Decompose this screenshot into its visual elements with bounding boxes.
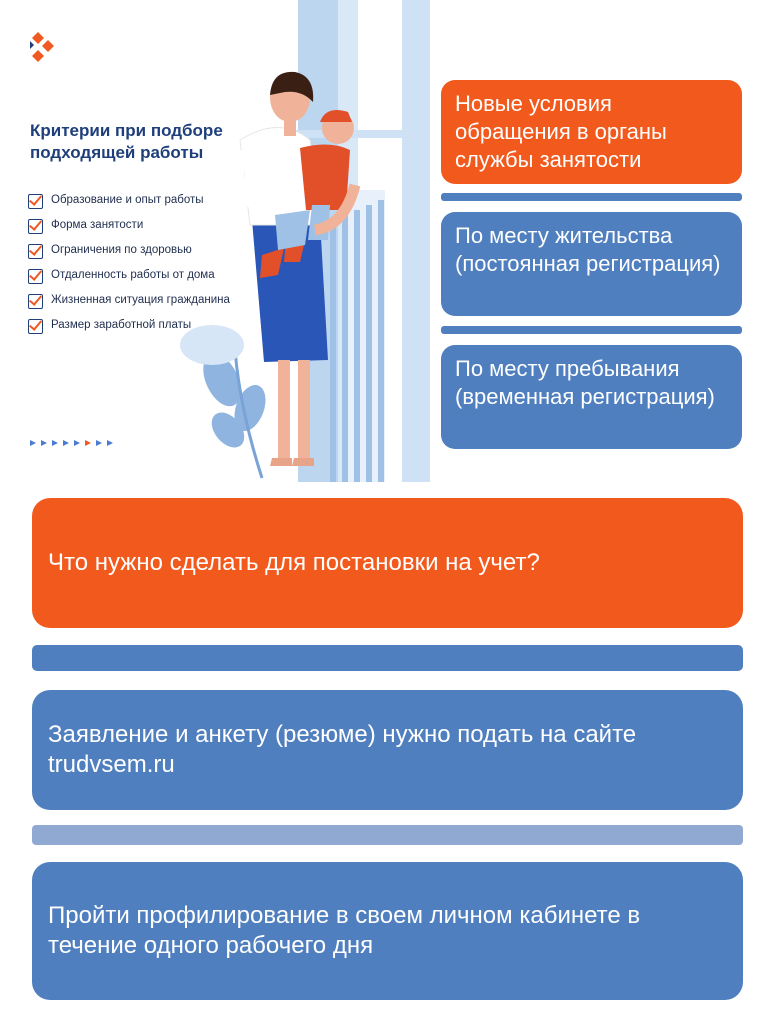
checkbox-icon [28, 194, 43, 209]
criteria-poster [0, 0, 430, 482]
mother-and-child-illustration [180, 0, 430, 482]
question-text: Что нужно сделать для постановки на учет? [48, 549, 540, 576]
stay-card [441, 345, 742, 449]
checkbox-icon [28, 294, 43, 309]
criteria-item: Жизненная ситуация гражданина [28, 293, 238, 309]
poster-title: Критерии при подборе подходящей работы [30, 121, 223, 162]
criteria-item: Образование и опыт работы [28, 193, 238, 209]
criteria-item: Форма занятости [28, 218, 238, 234]
application-text: Заявление и анкету (резюме) нужно подать на сайте trudvsem.ru [48, 721, 637, 778]
profiling-block [32, 862, 743, 1000]
arrow-decoration [30, 440, 113, 446]
residence-text: По месту жительства (постоянная регистрация) [455, 223, 721, 276]
criteria-item: Отдаленность работы от дома [28, 268, 238, 284]
stay-text: По месту пребывания (временная регистрация) [455, 356, 715, 409]
divider [441, 193, 742, 201]
checkbox-icon [28, 244, 43, 259]
logo-icon [28, 30, 62, 64]
residence-card [441, 212, 742, 316]
profiling-text: Пройти профилирование в своем личном кабинете в течение одного рабочего дня [48, 902, 641, 959]
divider [441, 326, 742, 334]
divider [32, 645, 743, 671]
checkbox-icon [28, 319, 43, 334]
new-conditions-text: Новые условия обращения в органы службы занятости [455, 91, 667, 172]
checkbox-icon [28, 219, 43, 234]
new-conditions-card [441, 80, 742, 184]
question-block [32, 498, 743, 628]
checkbox-icon [28, 269, 43, 284]
criteria-item: Размер заработной платы [28, 318, 238, 334]
divider [32, 825, 743, 845]
criteria-item: Ограничения по здоровью [28, 243, 238, 259]
application-block [32, 690, 743, 810]
